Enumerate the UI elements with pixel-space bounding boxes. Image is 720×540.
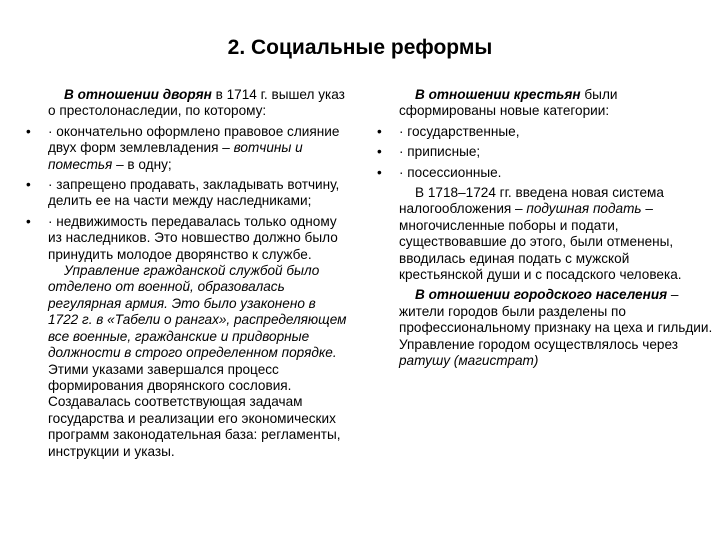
list-item: • · государственные, [399, 124, 715, 140]
peasant-categories-list [399, 124, 715, 181]
left-column [48, 87, 348, 460]
urban-heading: В отношении городского населения [415, 287, 668, 303]
list-item: • · посессионные. [399, 165, 715, 181]
civil-service-paragraph: Управление гражданской службой было отделено от военной, образовалась регулярная армия. Это было узаконено в 1722 г. в «Табели о рангах», распределяющем все военные, гражданские и придворные должности в строго определенном порядке. Этими указами завершался процесс формирования дворянского сословия. Создавалась соответствующая задачам государства и реализации его экономических программ законодательная база: регламенты, инструкции и указы. [48, 263, 347, 459]
nobility-list [48, 124, 348, 263]
nobility-intro: В отношении дворян в 1714 г. вышел указ о престолонаследии, по которому: [48, 87, 345, 119]
peasants-heading: В отношении крестьян [415, 87, 581, 102]
right-column [399, 87, 715, 370]
list-item: • · недвижимость передавалась только одному из наследников. Это новшество должно было принудить молодое дворянство к службе. [48, 214, 348, 263]
tax-paragraph: В 1718–1724 гг. введена новая система налогообложения – подушная подать – многочисленные поборы и подати, существовавшие до этого, были отменены, вводилась единая подать с мужской крестьянской души и с посадского человека. [399, 185, 682, 283]
nobility-heading: В отношении дворян [64, 87, 212, 102]
urban-paragraph: В отношении городского населения – жители городов были разделены по профессиональному признаку на цеха и гильдии. Управление городом осуществлялось через ратушу (магистрат) [399, 287, 713, 369]
page-title: 2. Социальные реформы [227, 36, 493, 59]
list-item: • · запрещено продавать, закладывать вотчину, делить ее на части между наследниками; [48, 177, 348, 210]
peasants-intro: В отношении крестьян были сформированы новые категории: [399, 87, 618, 119]
list-item: • · приписные; [399, 144, 715, 160]
list-item: • · окончательно оформлено правовое слияние двух форм землевладения – вотчины и поместья – в одну; [48, 124, 348, 173]
